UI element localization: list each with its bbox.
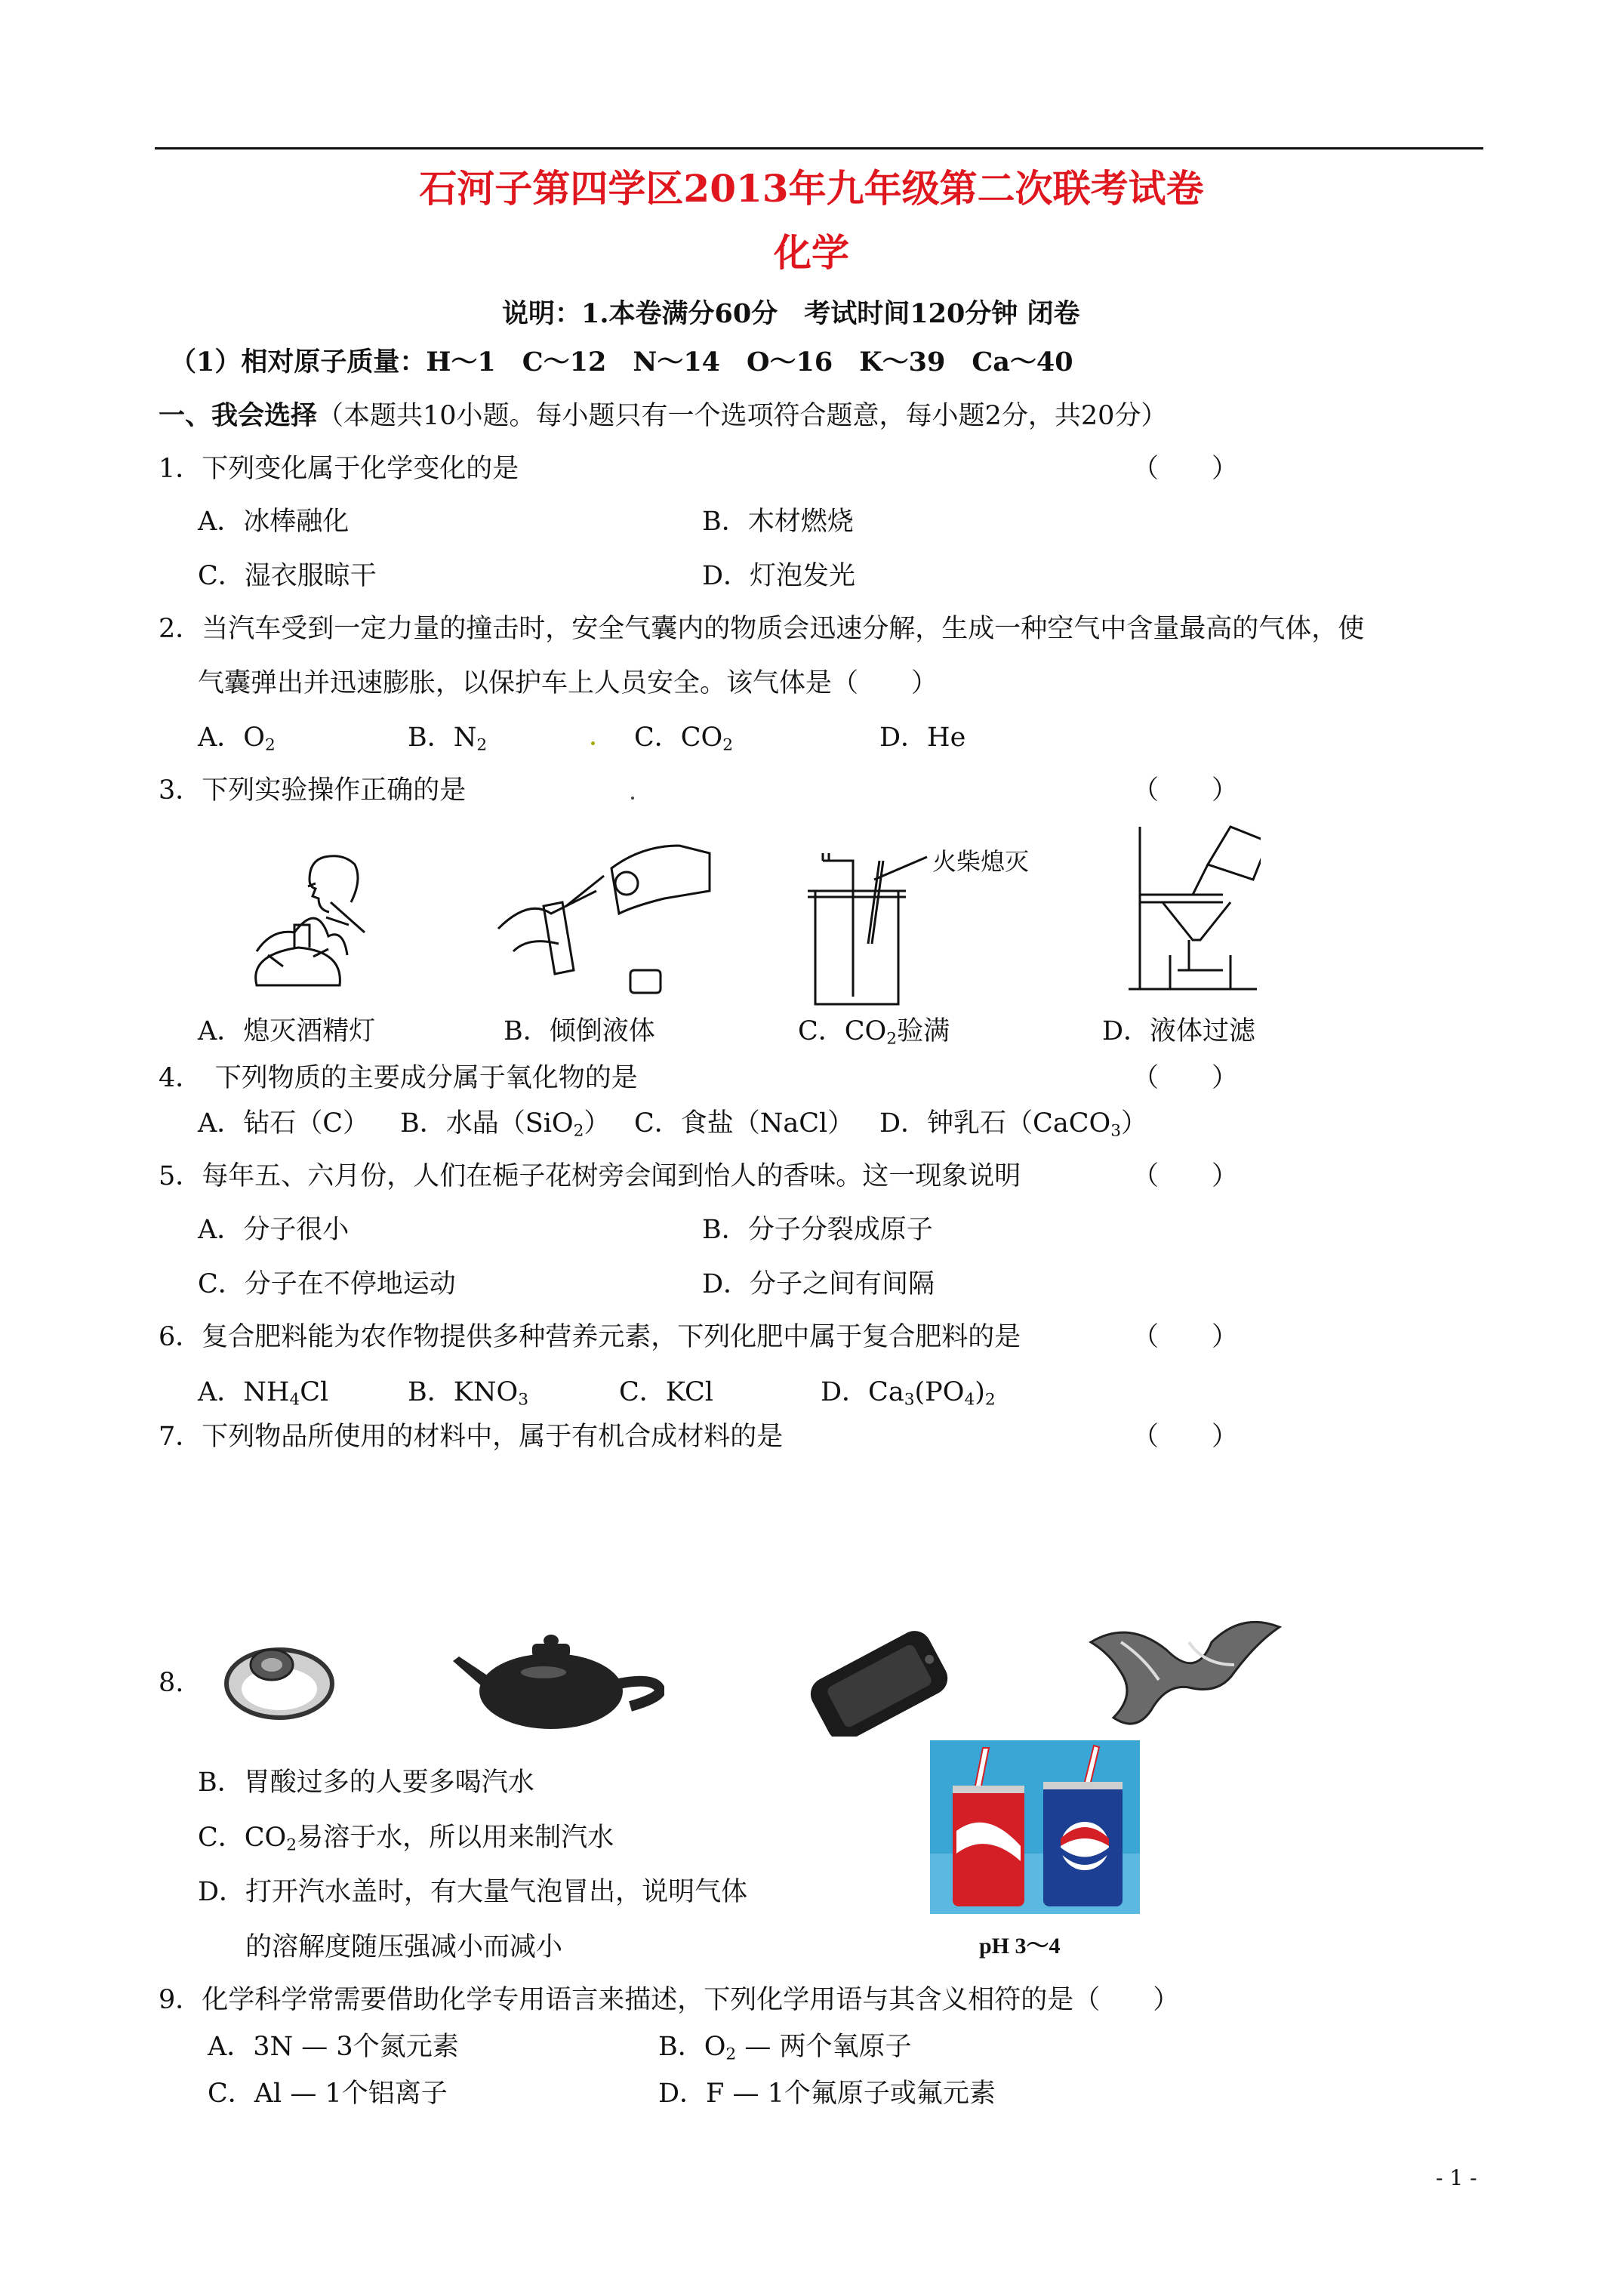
q9-option-a: A．3N — 3个氮元素 [208, 2032, 459, 2062]
section1-heading: 一、我会选择 [159, 400, 318, 431]
q4-option-c: C．食盐（NaCl） [634, 1108, 855, 1139]
q2-option-c: C．$CO_2$ [634, 723, 734, 755]
q6-stem: 6．复合肥料能为农作物提供多种营养元素，下列化肥中属于复合肥料的是 [159, 1322, 1021, 1352]
q2-option-b: B．$N_2$ [408, 723, 488, 755]
q2-stem-line1: 2．当汽车受到一定力量的撞击时，安全气囊内的物质会迅速分解，生成一种空气中含量最高的气体，使 [159, 614, 1365, 644]
q7-stem: 7．下列物品所使用的材料中，属于有机合成材料的是 [159, 1422, 784, 1452]
ph-label: pH 3～4 [979, 1934, 1061, 1959]
q3-option-b: B．倾倒液体 [504, 1016, 655, 1046]
image-mobile-phone [793, 1631, 959, 1737]
q1-option-b: B．木材燃烧 [702, 507, 854, 537]
section1-instructions: （本题共10小题。每小题只有一个选项符合题意，每小题2分，共20分） [317, 401, 1168, 431]
q1-answer-blank: （ ） [1132, 454, 1239, 484]
q7-answer-blank: （ ） [1132, 1422, 1239, 1452]
exam-title: 石河子第四学区2013年九年级第二次联考试卷 [419, 166, 1204, 211]
q9-stem: 9．化学科学常需要借助化学专用语言来描述，下列化学用语与其含义相符的是（ ） [159, 1985, 1180, 2015]
figure-filtration-apparatus [1125, 819, 1261, 1000]
q6-answer-blank: （ ） [1132, 1322, 1239, 1352]
q9-option-c: C．Al — 1个铝离子 [208, 2079, 448, 2109]
q8-option-d-line1: D．打开汽水盖时，有大量气泡冒出，说明气体 [198, 1877, 748, 1907]
q5-option-b: B．分子分裂成原子 [702, 1215, 933, 1245]
page-number: - 1 - [1436, 2165, 1477, 2190]
q2-option-a: A．$O_2$ [198, 723, 276, 755]
q5-option-a: A．分子很小 [198, 1215, 350, 1245]
image-ring [219, 1635, 340, 1725]
top-rule [155, 147, 1483, 149]
q1-stem: 1．下列变化属于化学变化的是 [159, 454, 519, 484]
q4-option-b: B．水晶（SiO$_2$） [400, 1108, 611, 1141]
q6-option-b: B．$KNO_3$ [408, 1377, 528, 1410]
q4-answer-blank: （ ） [1132, 1063, 1239, 1093]
q5-option-d: D．分子之间有间隔 [702, 1269, 935, 1299]
stray-dot [631, 797, 634, 800]
section1-header [159, 400, 1167, 432]
q4-option-a: A．钻石（C） [198, 1108, 370, 1139]
q6-option-a: A．$NH_4Cl$ [198, 1377, 329, 1410]
q2-option-d: D．He [879, 723, 966, 753]
q4-stem: 4． 下列物质的主要成分属于氧化物的是 [159, 1063, 638, 1093]
q5-answer-blank: （ ） [1132, 1161, 1239, 1191]
q2-stem-line2: 气囊弹出并迅速膨胀，以保护车上人员安全。该气体是（ ） [198, 668, 938, 698]
image-teapot [453, 1627, 664, 1733]
q1-option-c: C．湿衣服晾干 [198, 561, 377, 591]
q3-option-c: C．$CO_2$验满 [798, 1016, 950, 1049]
exam-note: 说明：1.本卷满分60分 考试时间120分钟 闭卷 [502, 298, 1080, 329]
image-soda-cans [930, 1740, 1140, 1914]
atomic-mass-line: （1）相对原子质量：H～1 C～12 N～14 O～16 K～39 Ca～40 [170, 347, 1073, 378]
q3-option-d: D．液体过滤 [1102, 1016, 1256, 1046]
q9-option-d: D．F — 1个氟原子或氟元素 [658, 2079, 996, 2109]
q8-option-b: B．胃酸过多的人要多喝汽水 [198, 1767, 534, 1798]
q8-option-d-line2: 的溶解度随压强减小而减小 [245, 1932, 563, 1962]
q3-stem: 3．下列实验操作正确的是 [159, 775, 467, 806]
image-scarf [1076, 1612, 1287, 1725]
subject-title: 化学 [774, 230, 849, 275]
q6-option-c: C．KCl [619, 1377, 713, 1407]
q8-number: 8. [159, 1668, 184, 1698]
q3-option-a: A．熄灭酒精灯 [198, 1016, 376, 1046]
figure-pour-liquid [491, 831, 717, 1004]
q4-option-d: D．钟乳石（CaCO$_3$） [879, 1108, 1148, 1141]
q1-option-d: D．灯泡发光 [702, 561, 856, 591]
q9-option-b: B．$O_2$ — 两个氧原子 [658, 2032, 912, 2064]
stray-dot [591, 741, 595, 745]
q1-option-a: A．冰棒融化 [198, 507, 350, 537]
q5-stem: 5．每年五、六月份，人们在梔子花树旁会闻到怡人的香味。这一现象说明 [159, 1161, 1021, 1191]
q3-answer-blank: （ ） [1132, 775, 1239, 806]
q6-option-d: D．$Ca_3(PO_4)_2$ [821, 1377, 996, 1410]
q8-option-c: C．$CO_2$易溶于水，所以用来制汽水 [198, 1823, 614, 1855]
q5-option-c: C．分子在不停地运动 [198, 1269, 456, 1299]
q3-figure-label: 火柴熄灭 [932, 847, 1030, 876]
figure-extinguish-alcohol-lamp [242, 842, 415, 1008]
